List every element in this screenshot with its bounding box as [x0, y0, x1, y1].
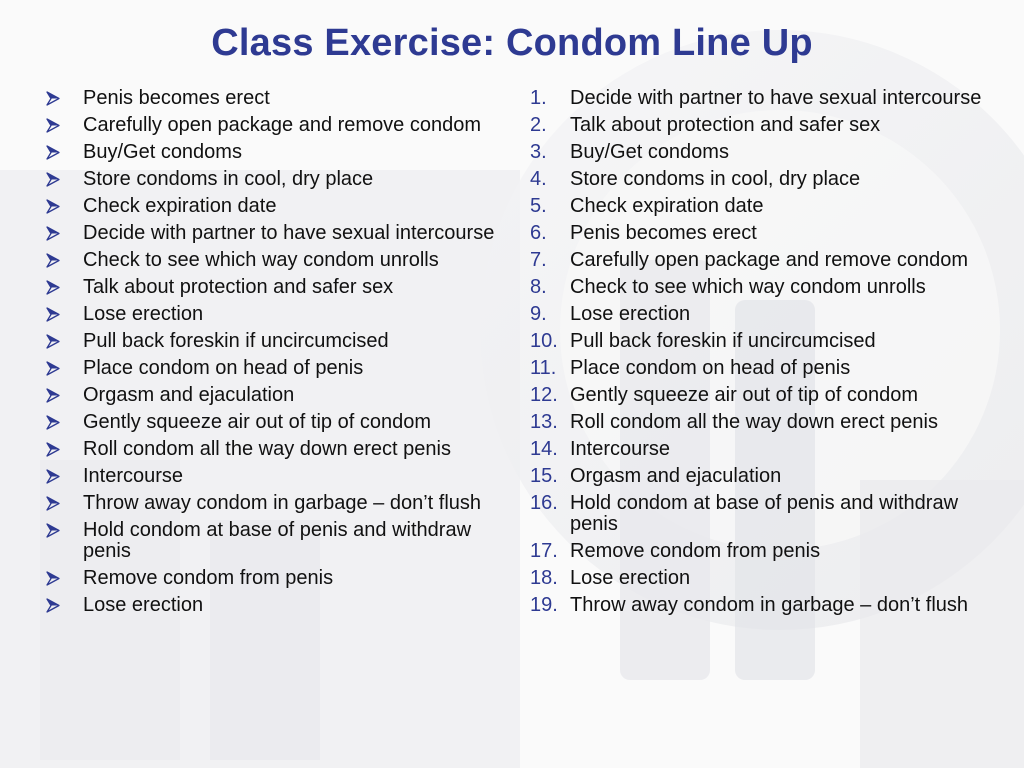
list-item-text: Remove condom from penis	[570, 540, 821, 562]
list-item-number: 1.	[530, 87, 547, 109]
list-item	[530, 568, 990, 589]
list-item-text: Check expiration date	[570, 195, 764, 217]
list-item-number: 15.	[530, 465, 558, 487]
list-item-number: 2.	[530, 114, 547, 136]
list-item-text: Roll condom all the way down erect penis	[570, 411, 938, 433]
list-item	[530, 250, 990, 271]
list-item	[46, 223, 501, 244]
arrow-bullet-icon	[46, 388, 60, 403]
list-item	[46, 88, 501, 109]
list-item-text: Penis becomes erect	[83, 87, 270, 109]
list-item	[46, 568, 501, 589]
slide-title: Class Exercise: Condom Line Up	[211, 22, 813, 64]
list-item-text: Throw away condom in garbage – don’t flush	[83, 492, 482, 514]
list-item-text: Carefully open package and remove condom	[570, 249, 969, 271]
list-item-text: Store condoms in cool, dry place	[570, 168, 861, 190]
list-item	[530, 115, 990, 136]
list-item-number: 5.	[530, 195, 547, 217]
arrow-bullet-icon	[46, 172, 60, 187]
list-item	[530, 358, 990, 379]
arrow-bullet-icon	[46, 469, 60, 484]
list-item-text: Lose erection	[83, 594, 204, 616]
list-item-text: Hold condom at base of penis and withdraw penis	[83, 519, 472, 562]
list-item	[46, 250, 501, 271]
arrow-bullet-icon	[46, 496, 60, 511]
arrow-bullet-icon	[46, 118, 60, 133]
list-item-text: Hold condom at base of penis and withdraw penis	[570, 492, 959, 535]
list-item-number: 12.	[530, 384, 558, 406]
list-item-text: Throw away condom in garbage – don’t flush	[570, 594, 969, 616]
list-item-number: 14.	[530, 438, 558, 460]
list-item-number: 9.	[530, 303, 547, 325]
list-item	[46, 115, 501, 136]
list-item-text: Place condom on head of penis	[570, 357, 851, 379]
list-item	[46, 277, 501, 298]
list-item-text: Lose erection	[570, 567, 691, 589]
list-item-text: Check to see which way condom unrolls	[83, 249, 439, 271]
list-item-text: Check to see which way condom unrolls	[570, 276, 926, 298]
list-item-number: 16.	[530, 492, 558, 514]
arrow-bullet-icon	[46, 145, 60, 160]
list-item	[46, 169, 501, 190]
list-item-number: 18.	[530, 567, 558, 589]
list-item-number: 17.	[530, 540, 558, 562]
arrow-bullet-icon	[46, 280, 60, 295]
list-item-number: 7.	[530, 249, 547, 271]
arrow-bullet-icon	[46, 199, 60, 214]
list-item	[46, 304, 501, 325]
list-item	[46, 358, 501, 379]
list-item	[530, 493, 990, 535]
list-item-text: Check expiration date	[83, 195, 277, 217]
arrow-bullet-icon	[46, 253, 60, 268]
list-item	[530, 385, 990, 406]
list-item-text: Roll condom all the way down erect penis	[83, 438, 451, 460]
list-item-number: 8.	[530, 276, 547, 298]
list-item	[46, 520, 501, 562]
list-item	[530, 466, 990, 487]
list-item	[530, 439, 990, 460]
list-item	[46, 142, 501, 163]
list-item-text: Intercourse	[570, 438, 671, 460]
arrow-bullet-icon	[46, 307, 60, 322]
list-item-text: Gently squeeze air out of tip of condom	[83, 411, 431, 433]
list-item-text: Remove condom from penis	[83, 567, 334, 589]
list-item	[46, 493, 501, 514]
list-item	[530, 304, 990, 325]
list-item	[530, 595, 990, 616]
list-item-text: Place condom on head of penis	[83, 357, 364, 379]
list-item-text: Penis becomes erect	[570, 222, 757, 244]
list-item	[46, 439, 501, 460]
list-item-text: Decide with partner to have sexual intercourse	[83, 222, 495, 244]
arrow-bullet-icon	[46, 334, 60, 349]
arrow-bullet-icon	[46, 571, 60, 586]
list-item-text: Gently squeeze air out of tip of condom	[570, 384, 918, 406]
list-item-text: Carefully open package and remove condom	[83, 114, 482, 136]
arrow-bullet-icon	[46, 523, 60, 538]
list-item	[46, 466, 501, 487]
list-item-text: Pull back foreskin if uncircumcised	[83, 330, 389, 352]
list-item-text: Orgasm and ejaculation	[83, 384, 295, 406]
unordered-steps-list	[46, 88, 501, 622]
list-item	[530, 196, 990, 217]
arrow-bullet-icon	[46, 226, 60, 241]
list-item-number: 11.	[530, 357, 557, 379]
arrow-bullet-icon	[46, 598, 60, 613]
list-item	[46, 331, 501, 352]
list-item	[530, 223, 990, 244]
list-item	[46, 196, 501, 217]
list-item	[530, 88, 990, 109]
arrow-bullet-icon	[46, 415, 60, 430]
list-item-text: Buy/Get condoms	[570, 141, 729, 163]
list-item	[530, 142, 990, 163]
list-item-text: Intercourse	[83, 465, 184, 487]
arrow-bullet-icon	[46, 361, 60, 376]
list-item-text: Orgasm and ejaculation	[570, 465, 782, 487]
list-item-text: Talk about protection and safer sex	[83, 276, 394, 298]
list-item-text: Decide with partner to have sexual intercourse	[570, 87, 982, 109]
ordered-steps-list	[530, 88, 990, 622]
list-item	[46, 595, 501, 616]
list-item	[530, 331, 990, 352]
list-item	[530, 541, 990, 562]
list-item-number: 6.	[530, 222, 547, 244]
list-item	[530, 169, 990, 190]
list-item	[530, 277, 990, 298]
list-item-number: 3.	[530, 141, 547, 163]
list-item	[46, 412, 501, 433]
list-item-number: 13.	[530, 411, 558, 433]
list-item-number: 19.	[530, 594, 558, 616]
list-item	[46, 385, 501, 406]
list-item-text: Lose erection	[83, 303, 204, 325]
list-item-text: Buy/Get condoms	[83, 141, 242, 163]
list-item-text: Pull back foreskin if uncircumcised	[570, 330, 876, 352]
arrow-bullet-icon	[46, 91, 60, 106]
list-item-text: Store condoms in cool, dry place	[83, 168, 374, 190]
list-item-text: Talk about protection and safer sex	[570, 114, 881, 136]
list-item-number: 10.	[530, 330, 558, 352]
list-item-text: Lose erection	[570, 303, 691, 325]
arrow-bullet-icon	[46, 442, 60, 457]
list-item	[530, 412, 990, 433]
list-item-number: 4.	[530, 168, 547, 190]
